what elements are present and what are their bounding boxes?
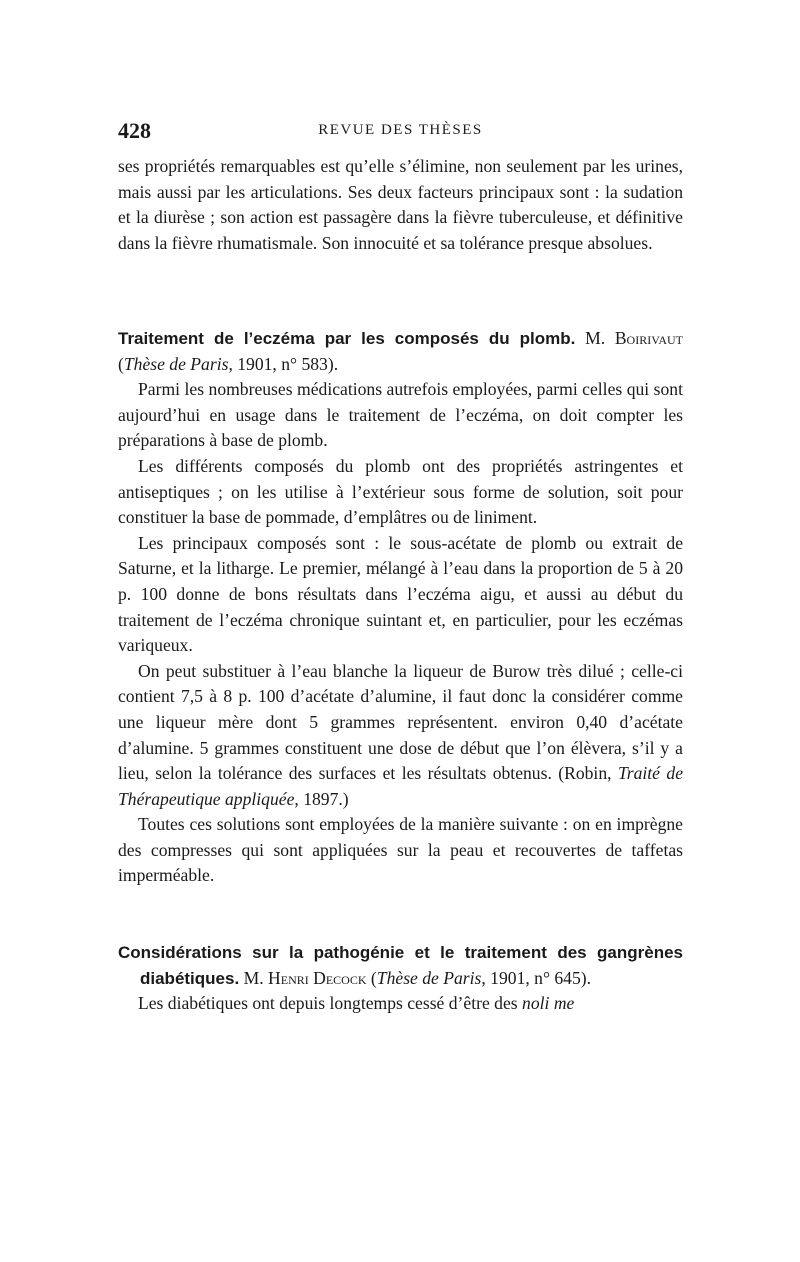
paragraph: [118, 659, 683, 813]
paragraph-text: On peut substituer à l’eau blanche la liqueur de Burow très dilué ; celle-ci contient 7,5 à 8 p. 100 d’acétate d’alumine, il faut donc la considérer comme une liqueur mère dont 5 grammes représentent. environ 0,40 d’acétate d’alumine. 5 grammes constituent une dose de début que l’on élèvera, s’il y a lieu, selon la tolérance des surfaces et les résultats obtenus. (Robin,: [118, 660, 683, 784]
thesis-review-eczema: [118, 326, 683, 889]
paragraph: ses propriétés remarquables est qu’elle s’élimine, non seulement par les urines, mais aussi par les articulations. Ses deux facteurs principaux sont : la sudation et la diurèse ; son action est passagère dans la fièvre tuberculeuse, et définitive dans la fièvre rhumatismale. Son innocuité et sa tolérance presque absolues.: [118, 156, 683, 253]
paragraph: Les différents composés du plomb ont des propriétés astringentes et antiseptiques ; on les utilise à l’extérieur sous forme de solution, soit pour constituer la base de pommade, d’emplâtres ou de liniment.: [118, 455, 683, 528]
section-heading: Traitement de l’eczéma par les composés du plomb. M. Boirivaut (Thèse de Paris, 1901, n° 583).: [118, 328, 683, 374]
thesis-reference: Thèse de Paris: [123, 353, 229, 374]
section-title: Considérations sur la pathogénie et le traitement des gangrènes diabétiques.: [118, 943, 683, 988]
italic-phrase: noli me: [522, 993, 575, 1014]
author-prefix: M.: [585, 328, 606, 348]
paragraph: Les principaux composés sont : le sous-acétate de plomb ou extrait de Saturne, et la litharge. Le premier, mélangé à l’eau dans la proportion de 5 à 20 p. 100 donne de bons résultats dans l’eczéma aigu, et aussi au début du traitement de l’eczéma chronique suintant et, en particulier, pour les eczémas variqueux.: [118, 532, 683, 656]
citation: , 1901, n° 583).: [228, 353, 339, 374]
page-header: [118, 118, 683, 148]
paragraph: Toutes ces solutions sont employées de la manière suivante : on en imprègne des compresses qui sont appliquées sur la peau et recouvertes de taffetas imperméable.: [118, 814, 683, 886]
section-title: Traitement de l’eczéma par les composés du plomb.: [118, 329, 576, 348]
book-reference: Traité de Thérapeutique appliquée: [118, 763, 684, 809]
author-prefix: M.: [243, 967, 264, 988]
running-title: REVUE DES THÈSES: [318, 122, 483, 138]
continued-paragraph: [118, 154, 683, 256]
paragraph-text-end: , 1897.): [294, 788, 349, 809]
thesis-review-gangrene: [118, 940, 683, 1017]
author-name: Boirivaut: [614, 328, 683, 348]
paragraph: Parmi les nombreuses médications autrefois employées, parmi celles qui sont aujourd’hui en usage dans le traitement de l’eczéma, on doit compter les préparations à base de plomb.: [118, 379, 683, 451]
paragraph: [118, 991, 683, 1017]
author-name: Henri Decock: [268, 967, 367, 988]
thesis-reference: Thèse de Paris: [376, 967, 482, 988]
paragraph-text: Les diabétiques ont depuis longtemps cessé d’être des: [138, 993, 518, 1014]
page-number: 428: [118, 118, 151, 143]
citation: , 1901, n° 645).: [481, 967, 592, 988]
section-heading: Considérations sur la pathogénie et le traitement des gangrènes diabétiques. M. Henri Decock (Thèse de Paris, 1901, n° 645).: [118, 943, 683, 988]
